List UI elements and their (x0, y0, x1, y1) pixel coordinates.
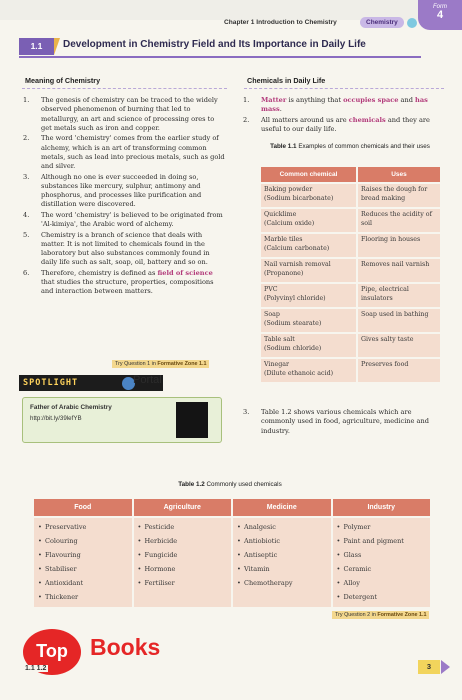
table-row: Marble tiles (Calcium carbonate) Flooring in houses (261, 234, 440, 257)
table-1-2 (32, 497, 432, 609)
logo-subtext: 1.1 1.2 (25, 665, 47, 672)
list-item: 6. Therefore, chemistry is defined as field of science that studies the structure, properties, compositions and interaction between matters. (23, 268, 214, 296)
section-number: 1.1 (19, 38, 54, 55)
subject-icon (407, 18, 417, 28)
table-header: Medicine (233, 499, 331, 516)
table2-caption: Table 1.2 Commonly used chemicals (178, 481, 282, 488)
agriculture-column: • Pesticide • Herbicide • Fungicide • Hormone • Fertiliser (134, 518, 232, 607)
table-header: Uses (358, 167, 440, 182)
table-header: Industry (333, 499, 431, 516)
heading-rule (22, 88, 227, 89)
table-row: Soap (Sodium stearate) Soap used in bathing (261, 309, 440, 332)
chapter-header: Chapter 1 Introduction to Chemistry (224, 19, 337, 26)
meaning-heading: Meaning of Chemistry (25, 76, 101, 85)
subject-pill: Chemistry (360, 17, 404, 28)
topbooks-logo-text: Books (90, 634, 161, 660)
table-row: Vinegar (Dilute ethanoic acid) Preserves food (261, 359, 440, 382)
table-header: Agriculture (134, 499, 232, 516)
medicine-column: • Analgesic • Antiobiotic • Antiseptic • Vitamin • Chemotherapy (233, 518, 331, 607)
table-row: Table salt (Sodium chloride) Gives salty taste (261, 334, 440, 357)
list-item: 2. All matters around us are chemicals and they are useful to our daily life. (243, 115, 430, 134)
table-row: Baking powder (Sodium bicarbonate) Raises the dough for bread making (261, 184, 440, 207)
portal-title: Father of Arabic Chemistry (30, 404, 112, 411)
page-number: 3 (418, 660, 440, 674)
list-item: 1. The genesis of chemistry can be traced to the widely observed phenomenon of burning that led to metallurgy, an art and science of processing ores to get metals such as iron and copper. (23, 96, 218, 132)
table-row: Nail varnish removal (Propanone) Removes nail varnish (261, 259, 440, 282)
list-item: 1. Matter is anything that occupies space and has mass. (243, 96, 428, 114)
chemicals-list-cont (243, 408, 446, 437)
table-header: Food (34, 499, 132, 516)
industry-column: • Polymer • Paint and pigment • Glass • Ceramic • Alloy • Detergent (333, 518, 431, 607)
try-question-link[interactable]: Try Question 2 in Formative Zone 1.1 (332, 611, 429, 619)
try-question-link[interactable]: Try Question 1 in Formative Zone 1.1 (112, 360, 209, 368)
topbooks-logo: Top (23, 629, 81, 675)
portal-label: Portal (133, 374, 162, 386)
section-title-bar (19, 38, 421, 58)
form-label: Form (433, 4, 447, 10)
chemicals-heading: Chemicals in Daily Life (247, 76, 326, 85)
table-1-1 (259, 165, 442, 384)
meaning-list (23, 96, 225, 298)
page-arrow-icon (441, 660, 450, 674)
list-item: 2. The word 'chemistry' comes from the earlier study of alchemy, which is an art of transforming common metals, such as lead into precious metals, such as gold and silver. (23, 134, 225, 171)
food-column: • Preservative • Colouring • Flavouring • Stabiliser • Antioxidant • Thickener (34, 518, 132, 607)
spotlight-banner: SPOTLIGHT (19, 375, 163, 391)
chemicals-list (243, 96, 446, 136)
list-item: 5. Chemistry is a branch of science that deals with matter. It is not limited to chemicals found in the laboratory but also substances commonly found in daily life such as salt, soap, oil, battery and so on. (23, 230, 210, 267)
list-item: 3. Table 1.2 shows various chemicals which are commonly used in food, agriculture, medicine and industry. (243, 408, 429, 435)
table-row: Quicklime (Calcium oxide) Reduces the acidity of soil (261, 209, 440, 232)
table1-caption: Table 1.1 Examples of common chemicals and their uses (270, 143, 430, 150)
list-item: 4. The word 'chemistry' is believed to be originated from 'Al-kimiya', the Arabic word of alchemy. (23, 210, 223, 229)
table-row: PVC (Polyvinyl chloride) Pipe, electrical insulators (261, 284, 440, 307)
form-tab (418, 0, 462, 30)
heading-rule (244, 88, 444, 89)
list-item: 3. Although no one is ever succeeded in doing so, substances like mercury, sulphur, antimony and phosphorus, and processes like purification and distillation were discovered. (23, 172, 202, 209)
table-header: Common chemical (261, 167, 356, 182)
portal-url[interactable]: http://bit.ly/39lefYB (30, 415, 82, 422)
qr-code-icon[interactable] (176, 402, 208, 438)
table-row (34, 518, 430, 607)
form-number: 4 (436, 9, 444, 21)
section-title: Development in Chemistry Field and Its Importance in Daily Life (63, 39, 366, 50)
